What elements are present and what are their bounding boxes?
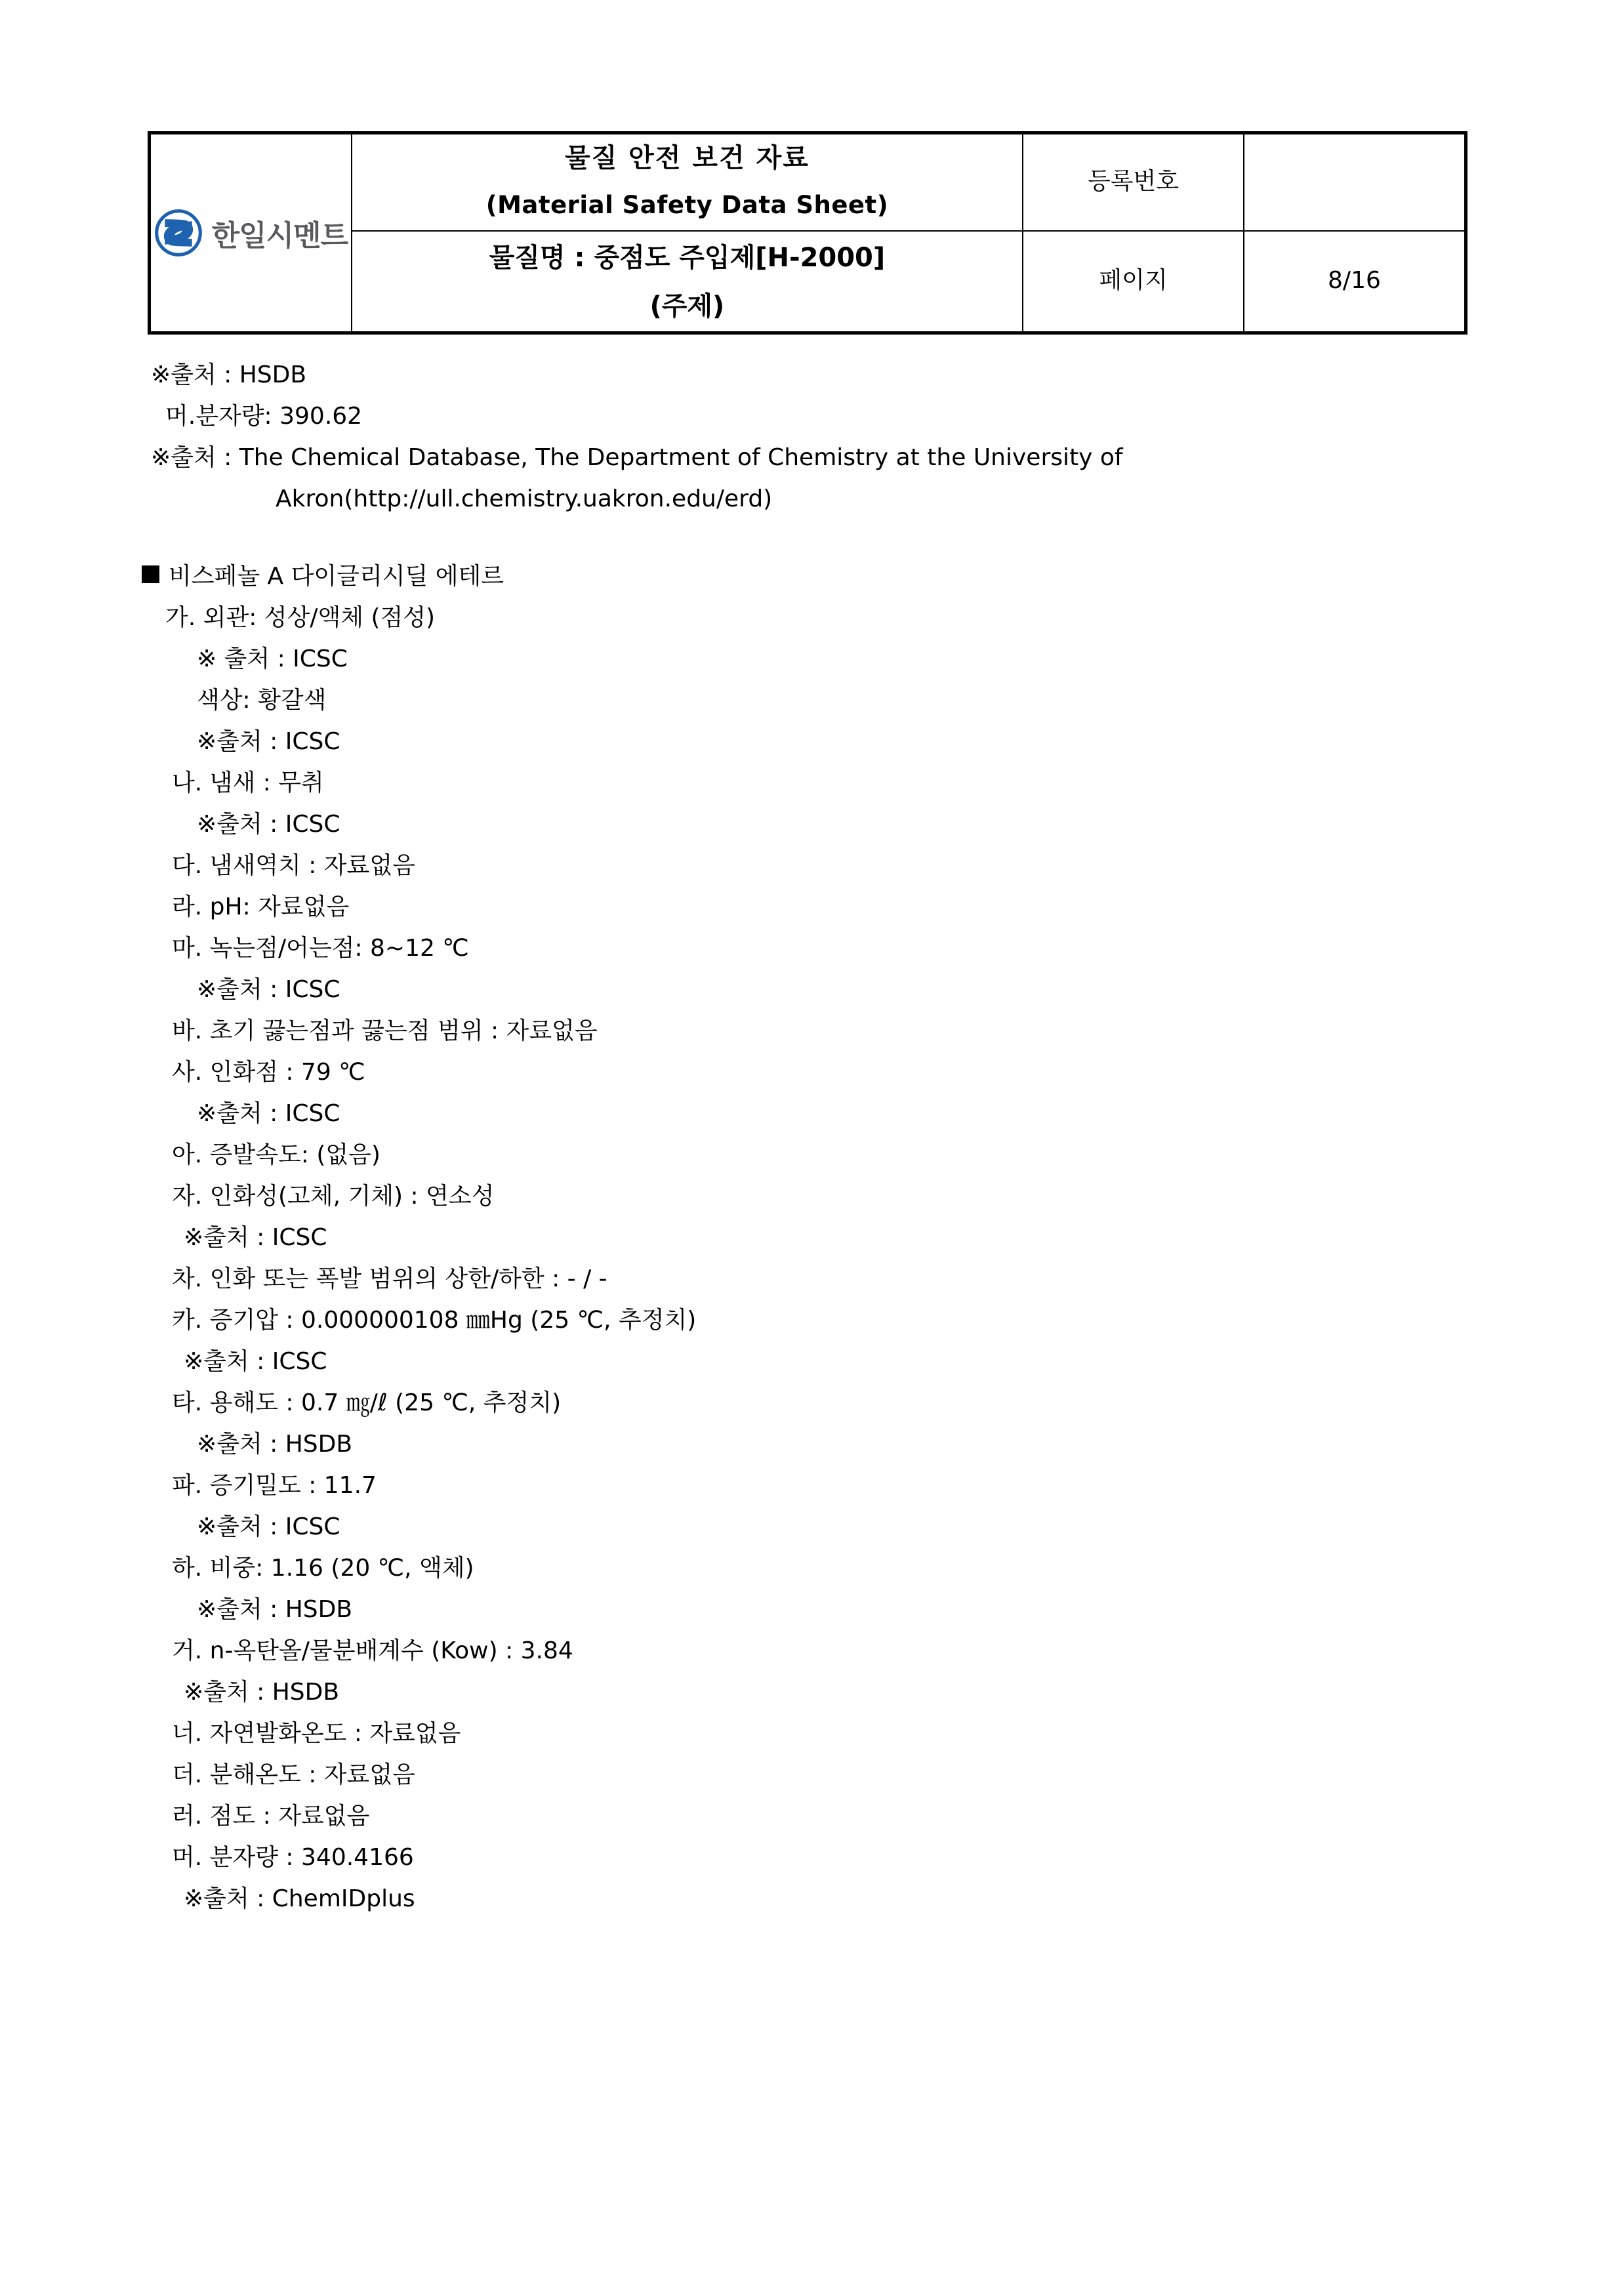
body-line	[0, 638, 1621, 680]
line-text: 더. 분해온도 : 자료없음	[172, 1761, 415, 1788]
body-line	[0, 437, 1621, 478]
body-line	[0, 1052, 1621, 1093]
line-text: 나. 냄새 : 무취	[172, 769, 324, 796]
substance-name-cell	[352, 231, 1023, 333]
body-line	[0, 845, 1621, 886]
line-text: 마. 녹는점/어는점: 8~12 ℃	[172, 935, 469, 962]
body-line	[0, 804, 1621, 845]
line-text: 색상: 황갈색	[197, 687, 327, 714]
line-text: ※출처 : ICSC	[197, 1513, 340, 1540]
body-line	[0, 1878, 1621, 1919]
line-text: 차. 인화 또는 폭발 범위의 상한/하한 : - / -	[172, 1265, 607, 1292]
line-text: 너. 자연발화온도 : 자료없음	[172, 1720, 461, 1747]
body-line	[0, 1671, 1621, 1713]
body-line	[0, 1217, 1621, 1258]
line-text: ※출처 : ChemIDplus	[184, 1885, 415, 1912]
line-text: ※출처 : ICSC	[197, 1100, 340, 1127]
substance-name-line2: (주제)	[649, 291, 725, 321]
body-line	[0, 1300, 1621, 1341]
registration-number-value-cell	[1244, 133, 1466, 231]
page-value-cell	[1244, 231, 1466, 333]
page-label-cell	[1023, 231, 1244, 333]
body-line	[0, 1258, 1621, 1300]
body-line	[0, 928, 1621, 969]
body-line	[0, 762, 1621, 804]
line-text: ※출처 : HSDB	[184, 1679, 340, 1706]
body-line	[0, 1341, 1621, 1382]
document-body	[0, 354, 1621, 1919]
body-line	[0, 1424, 1621, 1465]
page-number-value: 8/16	[1328, 267, 1381, 295]
line-text: 가. 외관: 성상/액체 (점성)	[165, 604, 436, 631]
body-line	[0, 969, 1621, 1010]
registration-number-label: 등록번호	[1088, 168, 1180, 195]
line-text: 러. 점도 : 자료없음	[172, 1803, 370, 1830]
body-line	[0, 886, 1621, 928]
line-text: 머. 분자량 : 340.4166	[172, 1844, 414, 1871]
line-text: 자. 인화성(고체, 기체) : 연소성	[172, 1183, 495, 1210]
section-heading	[0, 556, 1621, 597]
registration-number-label-cell	[1023, 133, 1244, 231]
line-text: 타. 용해도 : 0.7 ㎎/ℓ (25 ℃, 추정치)	[172, 1389, 562, 1416]
line-text: ※출처 : ICSC	[184, 1348, 327, 1375]
body-line	[0, 1630, 1621, 1671]
logo-brand-text: 한일시멘트	[211, 218, 348, 253]
line-text: ※출처 : ICSC	[197, 811, 340, 838]
line-text: ※출처 : HSDB	[197, 1431, 353, 1458]
body-line	[0, 1176, 1621, 1217]
line-text: ※출처 : HSDB	[197, 1596, 353, 1623]
line-text: 다. 냄새역치 : 자료없음	[172, 852, 415, 879]
body-line	[0, 1795, 1621, 1837]
document-title-english: (Material Safety Data Sheet)	[485, 191, 889, 219]
line-text: ※출처 : ICSC	[184, 1224, 327, 1251]
line-text: ※출처 : ICSC	[197, 728, 340, 755]
body-line	[0, 721, 1621, 762]
line-text: 하. 비중: 1.16 (20 ℃, 액체)	[172, 1555, 474, 1582]
page-label: 페이지	[1099, 267, 1168, 295]
document-title-korean: 물질 안전 보건 자료	[564, 143, 810, 173]
body-line	[0, 1134, 1621, 1176]
line-text: 사. 인화점 : 79 ℃	[172, 1059, 365, 1086]
body-line	[0, 1754, 1621, 1795]
body-line	[0, 1093, 1621, 1134]
hanil-cement-s-logo-icon	[154, 209, 203, 257]
body-line	[0, 1382, 1621, 1424]
line-text: 바. 초기 끓는점과 끓는점 범위 : 자료없음	[172, 1017, 598, 1044]
line-text: 카. 증기압 : 0.000000108 ㎜Hg (25 ℃, 추정치)	[172, 1307, 697, 1334]
body-line	[0, 396, 1621, 437]
body-line	[0, 478, 1621, 520]
square-bullet-icon	[142, 565, 159, 583]
line-text: 아. 증발속도: (없음)	[172, 1141, 380, 1168]
logo-cell	[150, 133, 352, 333]
line-text: ※출처 : HSDB	[151, 361, 307, 388]
body-line	[0, 1837, 1621, 1878]
line-text: 라. pH: 자료없음	[172, 893, 350, 920]
substance-name-line1: 물질명 : 중점도 주입제[H-2000]	[489, 242, 886, 273]
body-line	[0, 1713, 1621, 1754]
line-text: 비스페놀 A 다이글리시딜 에테르	[169, 563, 504, 590]
line-text: ※출처 : ICSC	[197, 976, 340, 1003]
body-line	[0, 1010, 1621, 1052]
line-text: 파. 증기밀도 : 11.7	[172, 1472, 377, 1499]
line-text: 거. n-옥탄올/물분배계수 (Kow) : 3.84	[172, 1637, 573, 1664]
body-line	[0, 680, 1621, 721]
company-logo	[151, 209, 351, 257]
line-text: 머.분자량: 390.62	[165, 403, 363, 430]
body-line	[0, 354, 1621, 396]
body-line	[0, 1548, 1621, 1589]
body-line	[0, 1589, 1621, 1630]
line-text: Akron(http://ull.chemistry.uakron.edu/erd)	[276, 485, 773, 512]
body-line	[0, 1506, 1621, 1548]
body-line	[0, 597, 1621, 638]
line-text: ※출처 : The Chemical Database, The Department of Chemistry at the University of	[151, 444, 1123, 471]
body-line	[0, 1465, 1621, 1506]
blank-line	[0, 520, 1621, 556]
document-title-cell	[352, 133, 1023, 231]
document-header-table	[148, 131, 1467, 335]
line-text: ※ 출처 : ICSC	[197, 646, 348, 672]
